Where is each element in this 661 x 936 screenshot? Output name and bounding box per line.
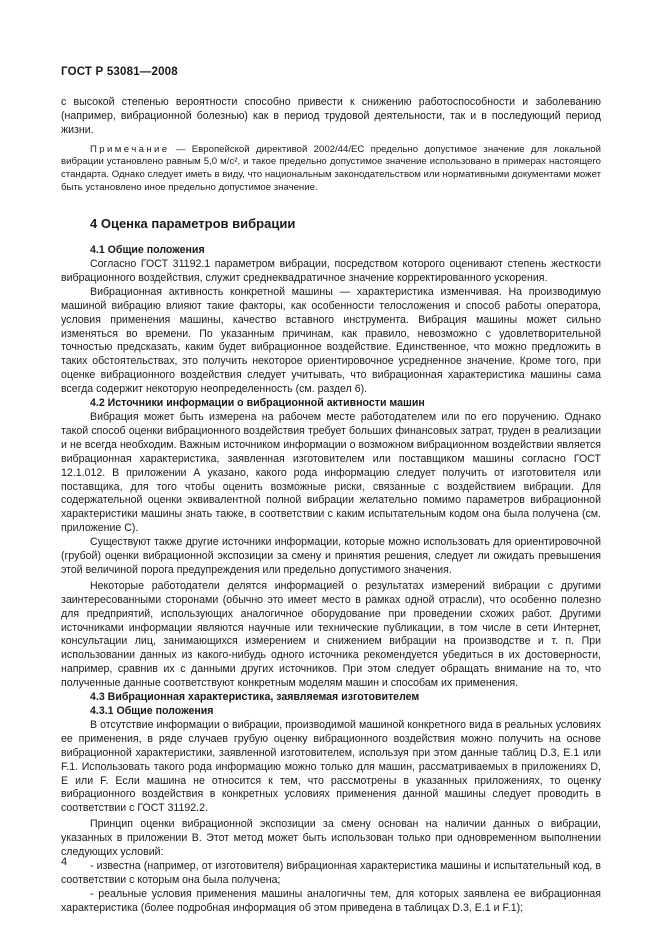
- list-item: - известна (например, от изготовителя) вибрационная характеристика машины и испытательный код, в соответствии с которым она была получена;: [61, 859, 601, 886]
- paragraph: Согласно ГОСТ 31192.1 параметром вибрации, посредством которого оценивают степень жесткости вибрационного воздействия, служит среднеквадратичное значение корректированного ускорения.: [61, 258, 601, 284]
- document-body: [61, 96, 601, 916]
- section-4-title: 4 Оценка параметров вибрации: [90, 216, 296, 232]
- paragraph: Вибрационная активность конкретной машины — характеристика изменчивая. На производимую машиной вибрацию влияют такие факторы, как особенности телосложения и способ работы оператора, условия применения машины, качество вставного инструмента. Вибрация машины может сильно изменяться во времени. По указанным причинам, как правило, невозможно с удовлетворительной точностью предсказать, каким будет вибрационное воздействие. Единственное, что можно предложить в таких обстоятельствах, это получить некоторое ориентировочное усредненное значение. Кроме того, при оценке вибрационного воздействия следует учитывать, что вибрационная характеристика машины сама всегда содержит некоторую неопределенность (см. раздел 6).: [61, 285, 601, 396]
- paragraph: Принцип оценки вибрационной экспозиции за смену основан на наличии данных о вибрации, указанных в приложении В. Этот метод может быть использован только при одновременном выполнении следующих условий:: [61, 818, 601, 859]
- note-paragraph: [61, 144, 601, 194]
- paragraph: Существуют также другие источники информации, которые можно использовать для ориентировочной (грубой) оценки вибрационной экспозиции за смену и принятия решения, следует ли ожидать превышения этой величиной порога предупреждения или предельно допустимого значения.: [61, 536, 601, 576]
- paragraph: В отсутствие информации о вибрации, производимой машиной конкретного вида в реальных условиях ее применения, в ряде случаев грубую оценку вибрационного воздействия можно получить на основе вибрационной характеристики, заявленной изготовителем, используя при этом данные таблиц D.3, Е.1 или F.1. Использовать такого рода информацию можно только для машин, рассматриваемых в приложениях D, Е или F. Если машина не относится к тем, что рассмотрены в указанных приложениях, то оценку вибрационного воздействия в конкретных условиях применения данной машины следует проводить в соответствии с ГОСТ 31192.2.: [61, 718, 601, 815]
- list-item: - реальные условия применения машины аналогичны тем, для которых заявлена ее вибрационная характеристика (более подробная информация об этом приведена в таблицах D.3, Е.1 и F.1);: [61, 887, 601, 914]
- paragraph: Некоторые работодатели делятся информацией о результатах измерений вибрации с другими заинтересованными сторонами (обычно это имеет место в рамках одной отрасли), что особенно полезно для предприятий, использующих аналогичное оборудование при проведении схожих работ. Другими источниками информации являются научные или технические публикации, в том числе в сети Интернет, консультации лиц, занимающихся измерением и снижением вибрации на производстве и т. п. При использовании данных из какого-нибудь одного источника рекомендуется убедиться в их достоверности, например, сравнив их с данными других источников. При этом следует обращать внимание на то, что полученные данные соответствуют конкретным моделям машин и способам их применения.: [61, 579, 601, 690]
- note-text: — Европейской директивой 2002/44/ЕС предельно допустимое значение для локальной вибрации установлено равным 5,0 м/с², и такое предельно допустимое значение использовано в примерах настоящего стандарта. Однако следует иметь в виду, что национальным законодательством или нормативными документами может быть установлено иное предельно допустимое значение.: [61, 143, 601, 193]
- subsection-4-3-1-title: 4.3.1 Общие положения: [90, 705, 214, 717]
- page-number: 4: [61, 856, 68, 868]
- subsection-4-3-title: 4.3 Вибрационная характеристика, заявляемая изготовителем: [90, 691, 420, 704]
- note-label: Примечание: [90, 143, 170, 155]
- paragraph: Вибрация может быть измерена на рабочем месте работодателем или по его поручению. Однако такой способ оценки вибрационного воздействия требует больших финансовых затрат, труден в реализации и не всегда необходим. Важным источником информации о возможном вибрационном воздействии является вибрационная характеристика, заявленная изготовителем или поставщиком машины согласно ГОСТ 12.1.012. В приложении А указано, какого рода информацию следует получить от изготовителя или поставщика, для того чтобы оценить возможные риски, связанные с воздействием вибрации. Для содержательной оценки эквивалентной полной вибрации желательно помимо параметров вибрационной характеристики машины знать также, в соответствии с каким испытательным кодом она была получена (см. приложение С).: [61, 410, 601, 535]
- standard-header: ГОСТ Р 53081—2008: [61, 66, 178, 78]
- subsection-4-2-title: 4.2 Источники информации о вибрационной активности машин: [90, 397, 425, 410]
- continuation-paragraph: с высокой степенью вероятности способно привести к снижению работоспособности и заболеванию (например, вибрационной болезнью) как в период трудовой деятельности, так и в последующий период жизни.: [61, 96, 601, 136]
- subsection-4-1-title: 4.1 Общие положения: [90, 244, 205, 257]
